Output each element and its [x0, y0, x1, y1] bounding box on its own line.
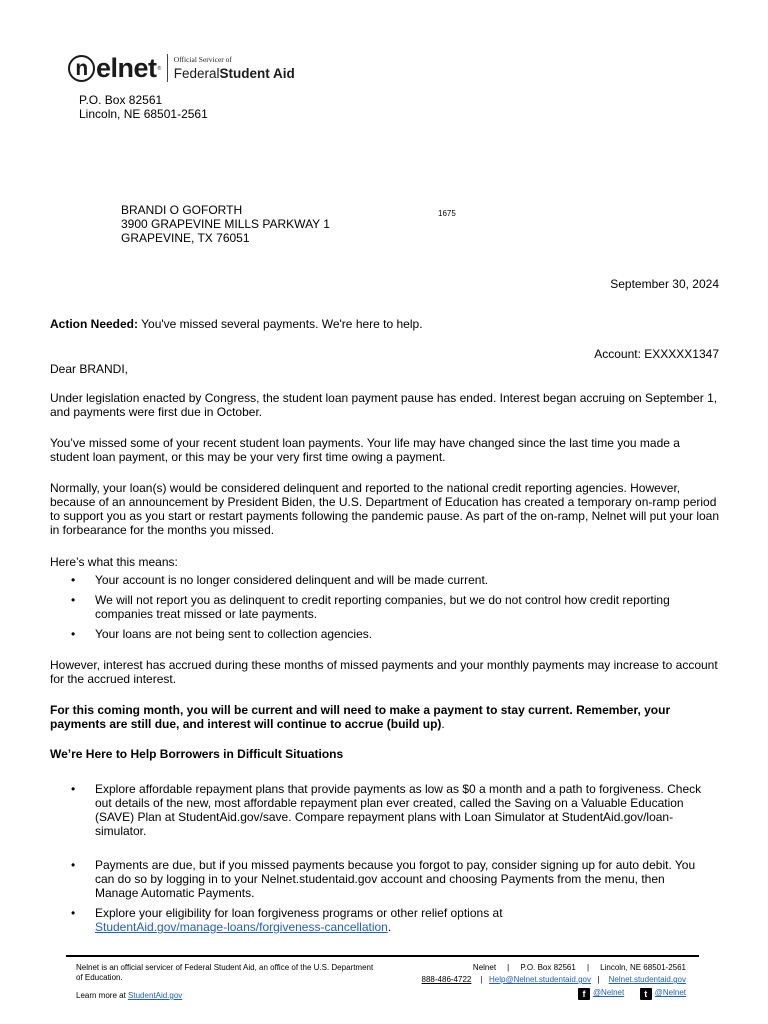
paragraph-on-ramp: Normally, your loan(s) would be considered delinquent and reported to the national credit reporting agencies. However, because of an announcement by President Biden, the U.S. Department of Education has created a temporary on-ramp period to support you as you start or restart payments following the pandemic pause. As part of the on-ramp, Nelnet will put your loan in forbearance for the months you missed. [50, 481, 720, 537]
recipient-address-line1: 3900 GRAPEVINE MILLS PARKWAY 1 [121, 217, 330, 231]
paragraph-interest-accrued: However, interest has accrued during these months of missed payments and your monthly payments may increase to account for the accrued interest. [50, 658, 718, 686]
recipient-name: BRANDI O GOFORTH [121, 203, 243, 217]
list-item: • Your account is no longer considered delinquent and will be made current. [71, 573, 489, 587]
mail-code: 1675 [438, 209, 456, 218]
account-number: Account: EXXXXX1347 [594, 347, 719, 361]
recipient-address [121, 203, 330, 245]
facebook-icon[interactable]: f [578, 988, 590, 1000]
footer-contact-row2: 888-486-4722 | Help@Nelnet.studentaid.gov | Nelnet.studentaid.gov [421, 975, 686, 984]
paragraph-missed-payments: You’ve missed some of your recent student loan payments. Your life may have changed since the last time you made a student loan payment, or this may be your very first time owing a payment. [50, 436, 680, 464]
action-needed [50, 317, 423, 331]
paragraph-bold-reminder: For this coming month, you will be current and will need to make a payment to stay current. Remember, your payments are still due, and interest will continue to accrue (build up). [50, 703, 671, 731]
help-heading: We’re Here to Help Borrowers in Difficult Situations [50, 747, 344, 761]
list-item: • Explore affordable repayment plans that provide payments as low as $0 a month and a path to forgiveness. Check out details of the new, most affordable repayment plan ever created, called the Saving on a Valuable Education (SAVE) Plan at StudentAid.gov/save. Compare repayment plans with Loan Simulator at StudentAid.gov/loan-simulator. [71, 782, 702, 838]
paragraph-payment-pause: Under legislation enacted by Congress, the student loan payment pause has ended. Interest began accruing on September 1, and payments were first due in October. [50, 391, 718, 419]
help-email-link[interactable]: Help@Nelnet.studentaid.gov [489, 975, 591, 984]
footer-company: Nelnet [472, 963, 497, 972]
footer-contact-row: Nelnet | P.O. Box 82561 | Lincoln, NE 68501-2561 [472, 963, 686, 972]
nelnet-wordmark: n elnet ® [68, 55, 161, 82]
letter-date: September 30, 2024 [610, 277, 719, 291]
footer-city: Lincoln, NE 68501-2561 [600, 963, 686, 972]
nelnet-fsa-logo [68, 50, 295, 86]
salutation: Dear BRANDI, [50, 362, 129, 376]
facebook-handle-link[interactable]: @Nelnet [592, 988, 625, 997]
twitter-icon[interactable]: t [640, 988, 652, 1000]
footer-servicer-note: Nelnet is an official servicer of Federal Student Aid, an office of the U.S. Department of Education. [76, 963, 374, 982]
means-list [50, 573, 710, 641]
official-servicer-label: Official Servicer of [173, 55, 232, 64]
list-item: • Your loans are not being sent to collection agencies. [71, 627, 373, 641]
fsa-bold: Student Aid [219, 66, 295, 81]
action-needed-label: Action Needed: [50, 317, 139, 331]
list-item: • Explore your eligibility for loan forgiveness programs or other relief options at StudentAid.gov/manage-loans/forgiveness-cancellation. [71, 906, 503, 934]
logo-divider [167, 54, 168, 82]
return-address [79, 93, 208, 121]
nelnet-website-link[interactable]: Nelnet.studentaid.gov [608, 975, 686, 984]
footer-phone: 888-486-4722 [421, 975, 472, 984]
action-needed-text: You've missed several payments. We're here to help. [138, 317, 423, 331]
list-item: • We will not report you as delinquent to credit reporting companies, but we do not control how credit reporting companies treat missed or late payments. [71, 593, 670, 621]
return-address-line: P.O. Box 82561 [79, 93, 163, 107]
nelnet-wordmark-text: elnet [96, 53, 157, 83]
means-intro: Here’s what this means: [50, 555, 178, 569]
nelnet-n-icon: n [68, 55, 95, 82]
studentaid-link[interactable]: StudentAid.gov [128, 991, 183, 1000]
list-item: • Payments are due, but if you missed payments because you forgot to pay, consider signing up for auto debit. You can do so by logging in to your Nelnet.studentaid.gov account and choosing Payments from the menu, then Manage Automatic Payments. [71, 858, 696, 900]
twitter-handle-link[interactable]: @Nelnet [654, 988, 686, 997]
footer-divider [66, 955, 699, 957]
footer-learn-more: Learn more at StudentAid.gov [76, 991, 183, 1000]
fsa-light: Federal [173, 66, 220, 81]
footer-po-box: P.O. Box 82561 [520, 963, 576, 972]
footer-social-row [578, 988, 686, 1000]
forgiveness-link[interactable]: StudentAid.gov/manage-loans/forgiveness-cancellation [95, 920, 388, 934]
help-list [50, 782, 710, 934]
return-address-line: Lincoln, NE 68501-2561 [79, 107, 208, 121]
recipient-address-line2: GRAPEVINE, TX 76051 [121, 231, 250, 245]
